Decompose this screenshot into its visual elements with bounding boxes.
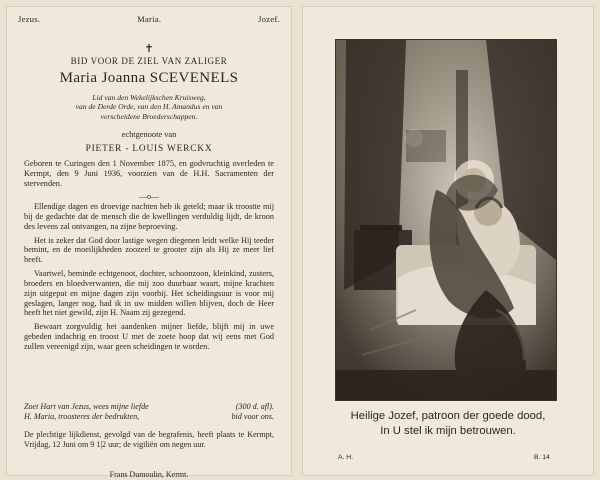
birth-death-info: Geboren te Curingen den 1 November 1875, en godvruchtig overleden te Kermpt, den 9 Juni 1936, voorzien van de H.H. Sacramenten der stervenden.: [24, 159, 274, 188]
printer-name: Frans Dumoulin, Kermt.: [109, 470, 189, 479]
caption-line-1: Heilige Jozef, patroon der goede dood,: [350, 410, 546, 422]
memorial-text: [24, 202, 274, 356]
prayer-2-text: H. Maria, troosteres der bedrukten,: [24, 412, 140, 421]
holy-name-mary: Maria.: [137, 14, 162, 24]
prayer-heading: BID VOOR DE ZIEL VAN ZALIGER: [70, 56, 228, 66]
membership-line-3: verscheidene Broederschappen.: [100, 111, 198, 121]
prayer-2-response: bid voor ons.: [231, 412, 274, 421]
devotional-illustration: [336, 40, 556, 400]
caption-line-2: In U stel ik mijn betrouwen.: [380, 425, 516, 437]
membership-info: [28, 93, 270, 121]
image-caption: [302, 409, 594, 439]
indulgence-prayers: [24, 402, 274, 422]
prayer-1-text: Zoet Hart van Jezus, wees mijne liefde: [24, 402, 149, 411]
spouse-name: PIETER - LOUIS WERCKX: [85, 144, 213, 154]
memorial-paragraph-2: Het is zeker dat God door lastige wegen diegenen leidt welke Hij teeder bemint, en de moeilijkheden zoozeel te grooter zijn als Hij ze meer lief heeft.: [24, 235, 274, 265]
cross-icon: ✝: [144, 43, 154, 55]
memorial-paragraph-3: Vaartwel, beminde echtgenoot, dochter, schoonzoon, kleinkind, zusters, broeders en bloedverwanten, die mij zoo duurbaar waart, mijne krachten zijn uitgeput en mijne dagen zijn voorbij. Het scheidingsuur is voor mij geslagen, langer nog, had ik in uw midden willen blijven, doch de Heer heeft het niet gewild, zijn H. Naam zij gezegend.: [24, 269, 274, 318]
memorial-paragraph-1: Ellendige dagen en droevige nachten heb ik geteld; maar ik troostte mij bij de gedachte dat de mensch die de kwellingen verduldig lijdt, de kroon des levens zal ontvangen, na zijne beproeving.: [24, 202, 274, 231]
membership-line-1: Lid van den Wekelijkschen Kruisweg,: [92, 93, 206, 102]
devotional-illustration-frame: [336, 40, 556, 400]
publisher-initials: A. H.: [338, 454, 354, 461]
prayer-row-1: [24, 402, 274, 412]
holy-name-jesus: Jezus.: [18, 14, 41, 24]
prayer-1-indulgence: (300 d. afl).: [235, 402, 274, 411]
section-divider: —o—: [139, 192, 159, 201]
membership-line-2: van de Derde Orde, van den H. Amandus en van: [75, 102, 223, 112]
memorial-paragraph-4: Bewaart zorgvuldig het aandenken mijner liefde, blijft mij in uwe gebeden indachtig en troost U met de zoete hoop dat wij eens met God zullen vereenigd zijn, waar geen scheidingen te worden.: [24, 322, 274, 351]
spouse-label: echtgenoote van: [121, 130, 177, 139]
deceased-name: Maria Joanna SCEVENELS: [59, 70, 239, 86]
card-code: B. 14: [534, 454, 550, 461]
holy-family-names: [18, 14, 280, 24]
left-memorial-page: [6, 6, 292, 479]
funeral-info: De plechtige lijkdienst, gevolgd van de begrafenis, heeft plaats te Kermpt, Vrijdag, 12 Juni om 9 1|2 uur; de vigiliën om negen uur.: [24, 430, 274, 449]
prayer-row-2: [24, 412, 274, 422]
holy-name-joseph: Jozef.: [258, 14, 280, 24]
